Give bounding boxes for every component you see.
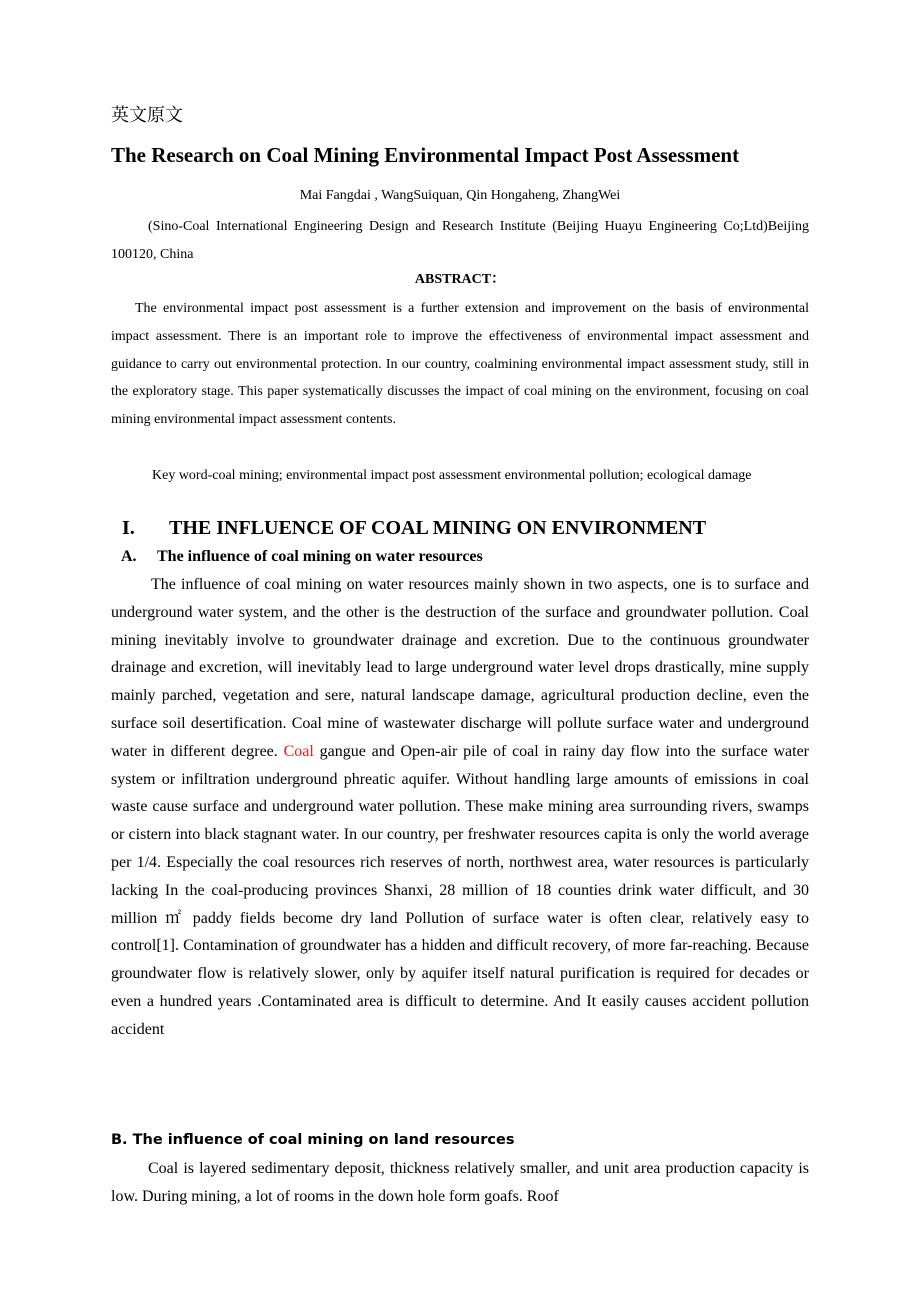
- chinese-heading: 英文原文: [111, 105, 183, 126]
- highlighted-word: Coal: [283, 742, 314, 760]
- affiliation: (Sino-Coal International Engineering Design and Research Institute (Beijing Huayu Engineering Co;Ltd)Beijing 100120, China: [111, 219, 809, 262]
- section-heading: [111, 514, 809, 542]
- subsection-heading-a: [111, 545, 809, 569]
- paragraph-text: gangue and Open-air pile of coal in rainy day flow into the surface water system or infiltration underground phreatic aquifer. Without handling large amounts of emissions in coal waste cause surface and underground water pollution. These make mining area surrounding rivers, swamps or cistern into black stagnant water. In our country, per freshwater resources capita is only the world average per 1/4. Especially the coal resources rich reserves of north, northwest area, water resources is particularly lacking In the coal-producing provinces Shanxi, 28 million of 18 counties drink water difficult, and 30 million ㎡ paddy fields become dry land Pollution of surface water is often clear, relatively easy to control[1]. Contamination of groundwater has a hidden and difficult recovery, of more far-reaching. Because groundwater flow is relatively slower, only by aquifer itself natural purification is required for decades or even a hundred years .Contaminated area is difficult to determine. And It easily causes accident pollution accident: [111, 742, 809, 1038]
- paper-title: The Research on Coal Mining Environmental Impact Post Assessment: [111, 143, 740, 167]
- paragraph-water-resources: [111, 571, 809, 1044]
- subsection-title: The influence of coal mining on water resources: [157, 548, 483, 565]
- paragraph-land-resources: Coal is layered sedimentary deposit, thickness relatively smaller, and unit area production capacity is low. During mining, a lot of rooms in the down hole form goafs. Roof: [111, 1160, 809, 1205]
- abstract-text: The environmental impact post assessment is a further extension and improvement on the basis of environmental impact assessment. There is an important role to improve the effectiveness of environmental impact assessment and guidance to carry out environmental protection. In our country, coalmining environmental impact assessment study, still in the exploratory stage. This paper systematically discusses the impact of coal mining on the environment, focusing on coal mining environmental impact assessment contents.: [111, 301, 809, 428]
- section-number: I.: [122, 517, 135, 539]
- abstract-heading: ABSTRACT：: [414, 272, 506, 287]
- keywords: Key word-coal mining; environmental impact post assessment environmental pollution; ecological damage: [152, 468, 752, 483]
- paragraph-text: The influence of coal mining on water resources mainly shown in two aspects, one is to surface and underground water system, and the other is the destruction of the surface and groundwater pollution. Coal mining inevitably involve to groundwater drainage and excretion. Due to the continuous groundwater drainage and excretion, will inevitably lead to large underground water level drops drastically, mine supply mainly parched, vegetation and sere, natural landscape damage, agricultural production decline, even the surface soil desertification. Coal mine of wastewater discharge will pollute surface water and underground water in different degree.: [111, 576, 809, 760]
- section-title: THE INFLUENCE OF COAL MINING ON ENVIRONMENT: [169, 517, 707, 539]
- subsection-number: A.: [121, 548, 137, 565]
- subsection-heading-b: B. The influence of coal mining on land resources: [111, 1132, 515, 1148]
- author-list: Mai Fangdai , WangSuiquan, Qin Hongaheng, ZhangWei: [299, 188, 621, 203]
